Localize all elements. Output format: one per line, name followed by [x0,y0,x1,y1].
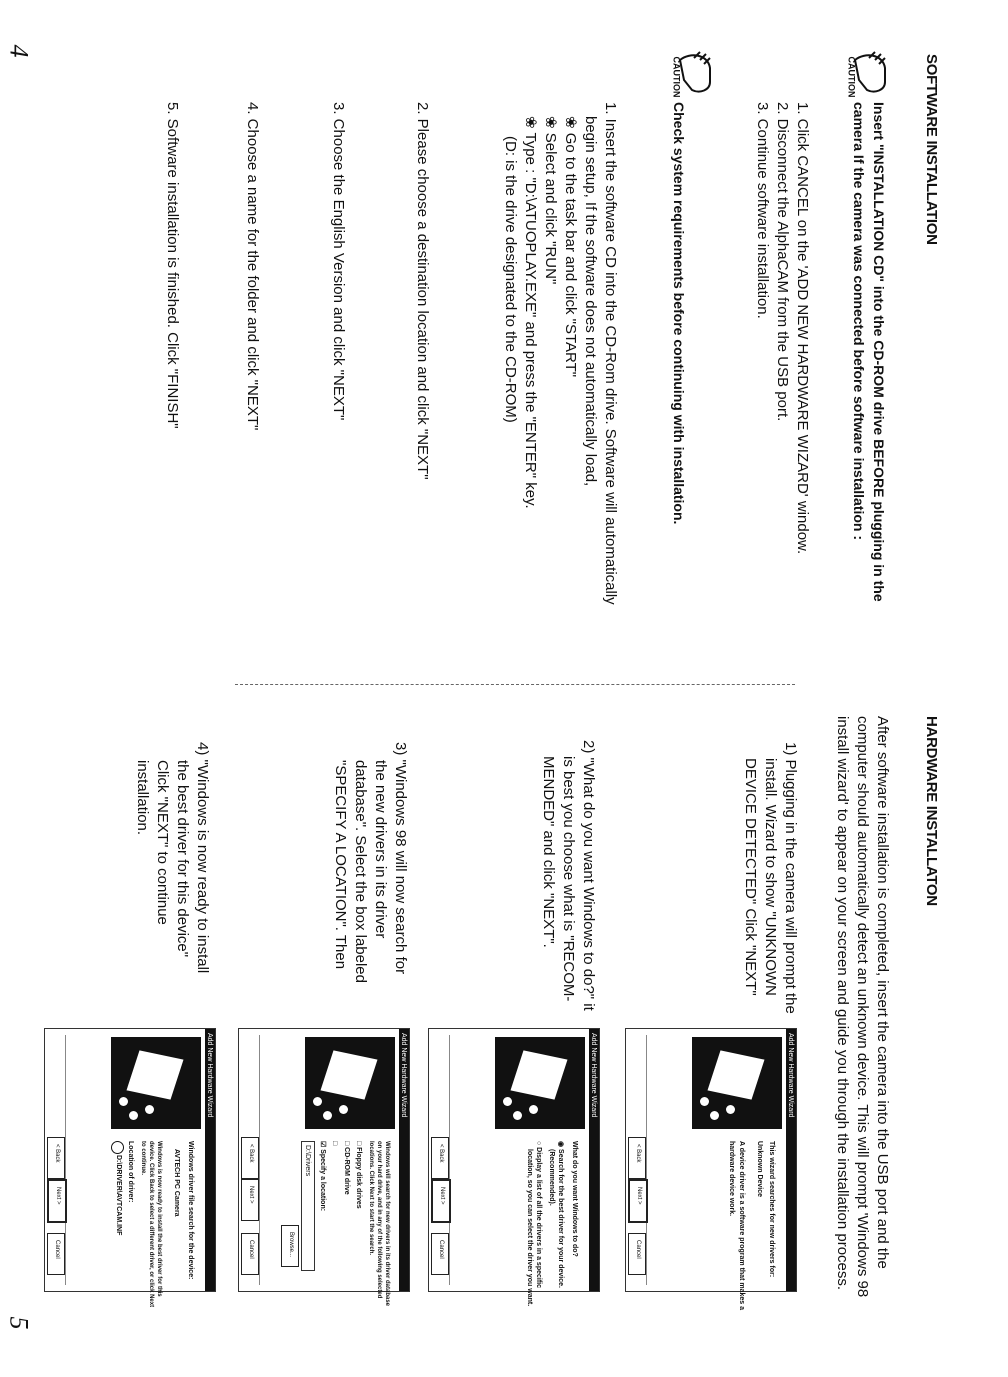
wizard-text: (Recommended). [548,1149,555,1206]
wizard-text: This wizard searches for new drivers for: [768,1141,775,1278]
wizard-text: AVTECH PC Camera [173,1149,180,1217]
wizard-text: on your hard drive, and in any of the following selected [376,1141,382,1299]
cancel-button[interactable]: Cancel [241,1233,259,1275]
hw-step4-line: Click "NEXT" to continue [154,760,171,925]
back-button[interactable]: < Back [628,1137,646,1179]
wizard-text: D:\DRIVER\AVTCAM.INF [115,1155,122,1236]
next-button[interactable]: Next > [628,1179,648,1223]
wizard-text: hardware device work. [728,1141,735,1217]
caution-icon [670,50,718,102]
browse-button[interactable]: Browse... [281,1225,299,1267]
wizard-title-bar [786,1029,796,1291]
hardware-intro-line: After software installation is completed, insert the camera into the USB port and the [874,716,891,1269]
location-value: D:\Drivers [304,1145,311,1177]
driver-icon [111,1141,124,1154]
software-list-item: 1. Click CANCEL on the 'ADD NEW HARDWARE WIZARD' window. [794,102,811,555]
wizard-title: Add New Hardware Wizard [400,1033,407,1118]
caution1-line1: Insert "INSTALLATION CD" into the CD-ROM drive BEFORE plugging in the [871,102,887,602]
back-button[interactable]: < Back [431,1137,449,1179]
wizard-text: □ Floppy disk drives [355,1141,362,1209]
hw-step3-line: "SPECIFY A LOCATION". Then [332,760,349,970]
wizard-text: □ [331,1141,338,1146]
next-button[interactable]: Next > [431,1179,451,1223]
caution2-text: Check system requirements before continuing with installation. [671,102,687,525]
wizard-art [692,1037,782,1129]
caution-label: CAUTION [671,56,682,98]
page-number-left: 4 [4,44,34,58]
hw-step1-line: DEVICE DETECTED" Click "NEXT" [742,758,759,996]
step1-line: ❀ Select and click "RUN" [542,116,559,285]
hw-step4-line: the best driver for this device" [174,760,191,958]
software-title: SOFTWARE INSTALLATION [923,54,940,245]
cancel-button[interactable]: Cancel [628,1233,646,1275]
wizard-screenshot-3 [238,1028,410,1306]
wizard-text: ◉ Search for the best driver for your device. [557,1141,564,1288]
next-button[interactable]: Next > [241,1179,259,1221]
wizard-title-bar [205,1029,215,1291]
section-divider [235,684,795,685]
wizard-title: Add New Hardware Wizard [787,1033,794,1118]
caution1-line2: camera If the camera was connected before software installation : [851,102,867,541]
hardware-intro-line: computer should automatically detect an unknown device. This will prompt 'Windows 98 [854,716,871,1298]
cancel-button[interactable]: Cancel [431,1233,449,1275]
step1-line: begin setup, If the software does not automatically load, [582,116,599,487]
step1-line: 1. Insert the software CD into the CD-Rom drive. Software will automatically [602,102,619,605]
step1-line: ❀ Type : "D:\ATUOPLAY.EXE" and press the "ENTER" key. [522,116,539,509]
wizard-text: Windows will search for new drivers in its driver database [384,1141,390,1306]
hw-step4-line: 4) "Windows is now ready to install [194,742,211,974]
wizard-text: ☑ Specify a location: [319,1141,326,1212]
hw-step2-line: is best you choose what is "RECOM- [560,756,577,1002]
wizard-text: location, so you can select the driver you want. [526,1149,533,1307]
step2-text: 2. Please choose a destination location and click "NEXT" [414,102,431,480]
wizard-text: Windows driver file search for the device: [187,1141,194,1280]
back-button[interactable]: < Back [241,1137,259,1179]
wizard-text: to continue. [140,1141,146,1175]
hw-step1-line: install. Wizard to show "UNKNOWN [762,758,779,996]
wizard-art [305,1037,395,1129]
cancel-button[interactable]: Cancel [47,1233,65,1275]
wizard-art [495,1037,585,1129]
wizard-text: A device driver is a software program that makes a [738,1141,745,1310]
software-list-item: 3. Continue software installation. [754,102,771,319]
wizard-text: device. Click Back to select a different driver, or click Next [148,1141,154,1308]
step4-text: 4. Choose a name for the folder and click "NEXT" [244,102,261,431]
back-button[interactable]: < Back [47,1137,65,1179]
step5-text: 5. Software installation is finished. Click "FINISH" [164,102,181,429]
wizard-text: Location of driver: [127,1141,134,1203]
wizard-text: ○ Display a list of all the drivers in a specific [535,1141,542,1289]
caution-icon [845,50,893,102]
wizard-screenshot-2 [428,1028,600,1307]
step3-text: 3. Choose the English Version and click "NEXT" [330,102,347,421]
hw-step4-line: installation. [134,760,151,836]
hardware-title: HARDWARE INSTALLATON [923,716,940,906]
hardware-intro-line: install wizard' to appear on your screen and guide you through the installation process. [834,716,851,1291]
wizard-text: locations. Click Next to start the search. [368,1141,374,1256]
caution-label: CAUTION [846,56,857,98]
next-button[interactable]: Next > [47,1179,67,1223]
wizard-art [111,1037,201,1129]
wizard-screenshot-1 [625,1028,797,1310]
step1-line: (D: is the drive designated to the CD-ROM) [502,136,519,423]
software-list-item: 2. Disconnect the AlphaCAM from the USB port. [774,102,791,422]
hw-step3-line: 3) "Windows 98 will now search for [392,742,409,975]
wizard-title-bar [399,1029,409,1291]
page-number-right: 5 [4,1316,34,1330]
wizard-title-bar [589,1029,599,1291]
hw-step1-line: 1) Plugging in the camera will prompt the [782,742,799,1014]
wizard-text: □ CD-ROM drive [343,1141,350,1195]
wizard-text: Windows is now ready to install the best driver for this [156,1141,162,1297]
wizard-title: Add New Hardware Wizard [206,1033,213,1118]
step1-line: ❀ Go to the task bar and click "START" [562,116,579,378]
wizard-screenshot-4 [44,1028,216,1308]
wizard-text: What do you want Windows to do? [571,1141,578,1257]
hw-step2-line: 2) "What do you want Windows to do?" it [580,740,597,1011]
wizard-text: Unknown Device [756,1141,763,1198]
hw-step2-line: MENDED" and click "NEXT". [540,756,557,948]
hw-step3-line: database". Select the box labeled [352,760,369,983]
hw-step3-line: the new drivers in its driver [372,760,389,939]
wizard-title: Add New Hardware Wizard [590,1033,597,1118]
